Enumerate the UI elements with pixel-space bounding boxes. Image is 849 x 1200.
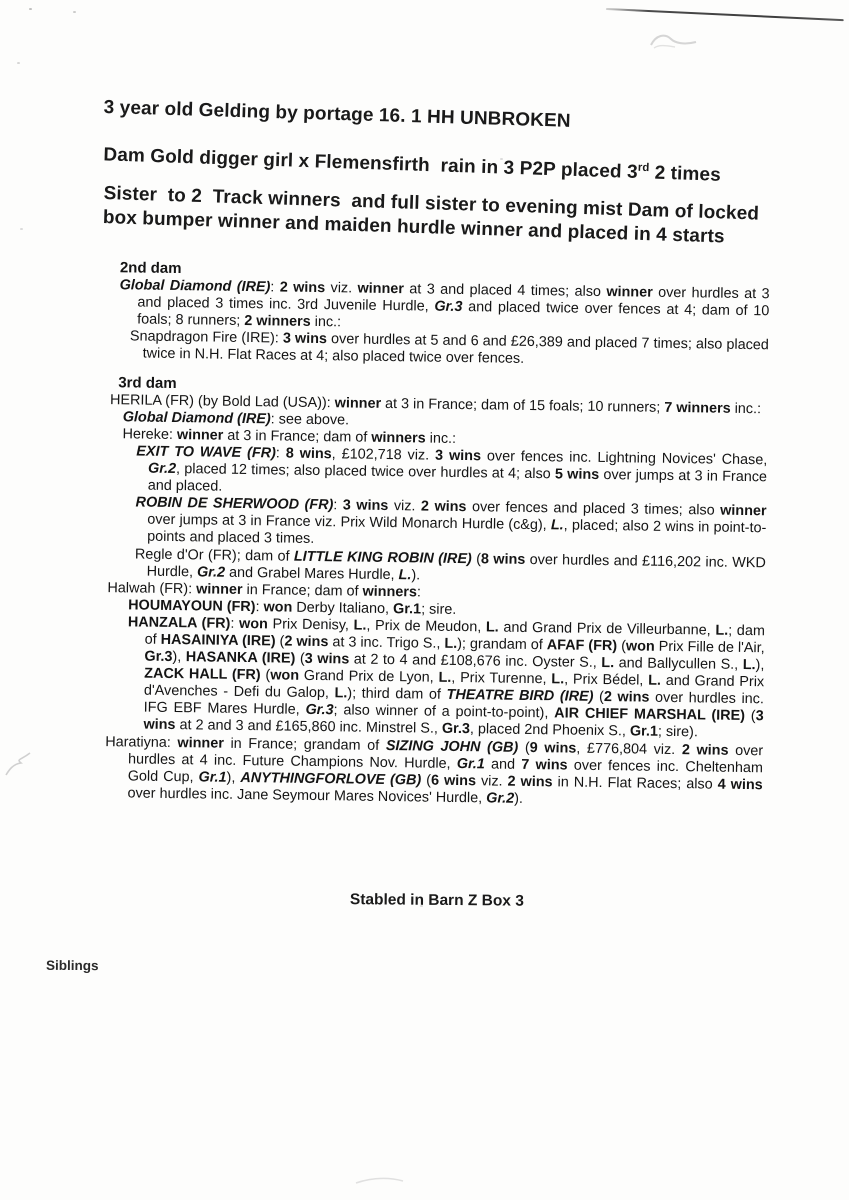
pedigree-block: [96, 259, 770, 811]
siblings-label: Siblings: [45, 957, 99, 974]
pedigree-paragraph: HERILA (FR) (by Bold Lad (USA)): winner at 3 in France; dam of 15 foals; 10 runners; 7 winners inc.:: [109, 391, 762, 417]
pedigree-paragraph: HOUMAYOUN (FR): won Derby Italiano, Gr.1; sire.: [128, 597, 457, 618]
header-line-dam: Dam Gold digger girl x Flemensfirth rain in 3 P2P placed 3rd 2 times: [103, 144, 722, 186]
scan-speck: [17, 62, 20, 64]
scan-mark-artifact-bottom: [354, 1174, 406, 1188]
pedigree-paragraph: Global Diamond (IRE): 2 wins viz. winner at 3 and placed 4 times; also winner over hurdles at 3 and placed 3 times inc. 3rd Juvenile Hurdle, Gr.3 and placed twice over fences at 4; dam of 10 foals; 8 runners; 2 winners inc.:: [119, 277, 770, 331]
scan-line-artifact: [606, 8, 844, 21]
pedigree-paragraph: Global Diamond (IRE): see above.: [122, 409, 350, 429]
dam-heading: 3rd dam: [118, 373, 177, 392]
stabled-note: Stabled in Barn Z Box 3: [349, 891, 524, 910]
pedigree-paragraph: EXIT TO WAVE (FR): 8 wins, £102,718 viz. 3 wins over fences inc. Lightning Novices' Chase, Gr.2, placed 12 times; also placed twice over hurdles at 4; also 5 wins over jumps at 3 in France and placed.: [136, 443, 768, 495]
pedigree-paragraph: Snapdragon Fire (IRE): 3 wins over hurdles at 5 and 6 and £26,389 and placed 7 times; also placed twice in N.H. Flat Races at 4; also placed twice over fences.: [129, 328, 769, 368]
pedigree-paragraph: Regle d'Or (FR); dam of LITTLE KING ROBIN (IRE) (8 wins over hurdles and £116,202 inc. WKD Hurdle, Gr.2 and Grabel Mares Hurdle, L.).: [134, 545, 766, 584]
pedigree-paragraph: Halwah (FR): winner in France; dam of winners:: [107, 579, 422, 601]
scan-speck: [20, 228, 23, 230]
header-line-gelding: 3 year old Gelding by portage 16. 1 HH UNBROKEN: [103, 96, 571, 132]
pedigree-paragraph: HANZALA (FR): won Prix Denisy, L., Prix de Meudon, L. and Grand Prix de Villeurbanne, L.; dam of HASAINIYA (IRE) (2 wins at 3 inc. Trigo S., L.); grandam of AFAF (FR) (won Prix Fille de l'Air, Gr.3), HASANKA (IRE) (3 wins at 2 to 4 and £108,676 inc. Oyster S., L. and Ballycullen S., L.), ZACK HALL (FR) (won Grand Prix de Lyon, L., Prix Turenne, L., Prix Bédel, L. and Grand Prix d'Avenches - Defi du Galop, L.); third dam of THEATRE BIRD (IRE) (2 wins over hurdles inc. IFG EBF Mares Hurdle, Gr.3; also winner of a point-to-point), AIR CHIEF MARSHAL (IRE) (3 wins at 2 and 3 and £165,860 inc. Minstrel S., Gr.3, placed 2nd Phoenix S., Gr.1; sire).: [127, 614, 765, 741]
pedigree-paragraph: ROBIN DE SHERWOOD (FR): 3 wins viz. 2 wins over fences and placed 3 times; also winner over jumps at 3 in France viz. Prix Wild Monarch Hurdle (c&g), L., placed; also 2 wins in point-to-points and placed 3 times.: [135, 494, 767, 548]
dam-heading: 2nd dam: [119, 259, 182, 278]
scan-speck: [29, 8, 32, 10]
scan-smudge-artifact: [648, 30, 700, 54]
header-line-sister: Sister to 2 Track winners and full sister to evening mist Dam of locked box bumper winner and maiden hurdle winner and placed in 4 starts: [102, 182, 760, 248]
pedigree-paragraph: Hereke: winner at 3 in France; dam of winners inc.:: [122, 426, 457, 447]
pedigree-paragraph: Haratiyna: winner in France; grandam of SIZING JOHN (GB) (9 wins, £776,804 viz. 2 wins over hurdles at 4 inc. Future Champions Nov. Hurdle, Gr.1 and 7 wins over fences inc. Cheltenham Gold Cup, Gr.1), ANYTHINGFORLOVE (GB) (6 wins viz. 2 wins in N.H. Flat Races; also 4 wins over hurdles inc. Jane Seymour Mares Novices' Hurdle, Gr.2).: [105, 733, 764, 807]
scan-mark-artifact-left: [4, 750, 34, 778]
scan-speck: [73, 11, 76, 13]
